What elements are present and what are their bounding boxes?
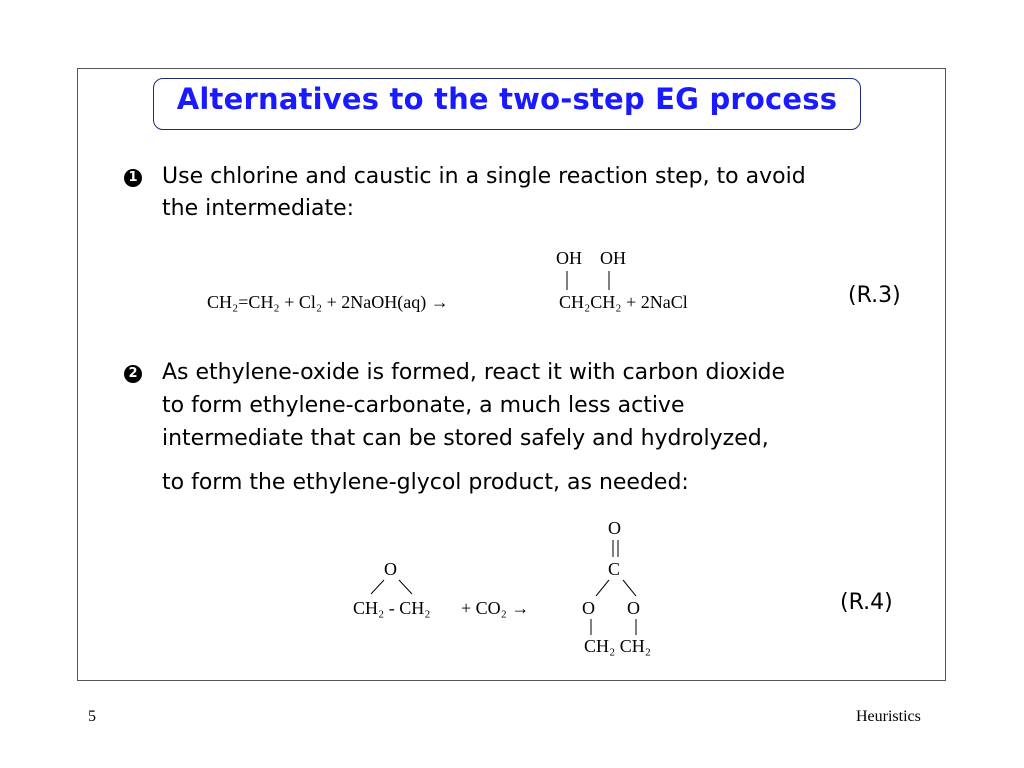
r4-carbon: C [608, 559, 621, 579]
bullet-marker-1: 1 [124, 169, 142, 187]
bullet-2-line-4: to form the ethylene-glycol product, as needed: [162, 470, 689, 495]
r4-label: (R.4) [840, 590, 893, 615]
r3-oh-right: OH [600, 248, 626, 268]
bullet-1-line-2: the intermediate: [162, 196, 355, 221]
r4-epoxide-bond-left [371, 580, 384, 594]
r3-label: (R.3) [848, 283, 901, 308]
r4-co-bond-right [623, 580, 636, 596]
r4-epoxide-bond-right [399, 580, 412, 594]
r3-reactants: CH₂=CH₂ + Cl₂ + 2NaOH(aq) → [207, 292, 449, 312]
r3-oh-left: OH [556, 248, 582, 268]
bullet-marker-2: 2 [124, 365, 142, 383]
r4-ring-o-right: O [627, 598, 640, 618]
r4-ring-o-left: O [582, 598, 595, 618]
bullet-2-line-3: intermediate that can be stored safely and hydrolyzed, [162, 426, 769, 451]
r4-epoxide-chain: CH₂ - CH₂ [353, 598, 431, 618]
page-number: 5 [88, 708, 96, 725]
r4-epoxide-o: O [384, 559, 397, 579]
bullet-2-line-2: to form ethylene-carbonate, a much less active [162, 393, 685, 418]
slide-title: Alternatives to the two-step EG process [176, 82, 838, 116]
r4-co-bond-left [596, 580, 609, 596]
r4-ch2-pair: CH₂ CH₂ [584, 636, 652, 656]
r4-carbonyl-o: O [608, 518, 621, 538]
footer-heuristics: Heuristics [856, 708, 921, 725]
r3-product: CH₂CH₂ + 2NaCl [559, 292, 688, 312]
r4-plus-co2: + CO₂ → [461, 598, 530, 618]
bullet-2-line-1: As ethylene-oxide is formed, react it with carbon dioxide [162, 360, 786, 385]
bullet-1-line-1: Use chlorine and caustic in a single reaction step, to avoid [162, 164, 806, 189]
